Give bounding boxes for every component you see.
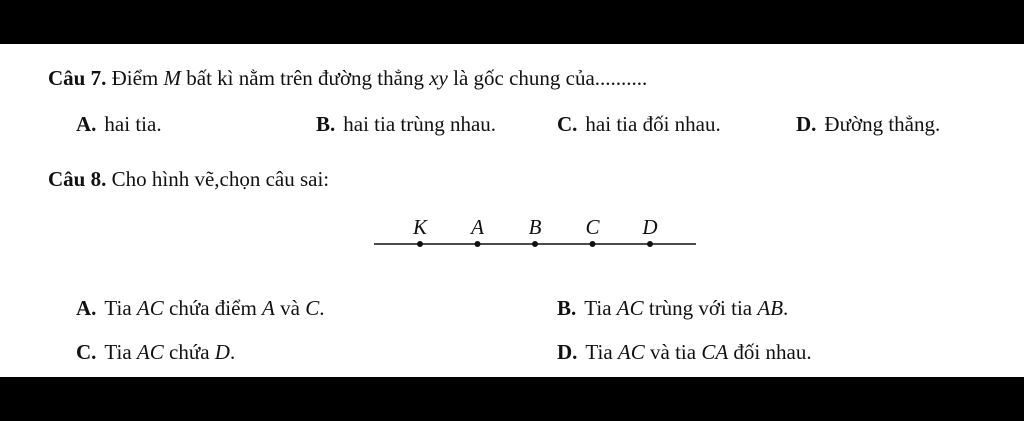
- question-7-text-3: là gốc chung của..........: [453, 66, 648, 90]
- question-7-text-1: Điểm: [111, 66, 159, 90]
- option-text: .: [229, 340, 236, 364]
- option-text: Tia: [584, 296, 612, 320]
- point-a-label: A: [471, 215, 484, 239]
- option-letter: D.: [796, 112, 817, 136]
- option-text: hai tia đối nhau.: [585, 112, 721, 136]
- option-text: chứa điểm: [169, 296, 257, 320]
- point-k-dot: [417, 241, 423, 247]
- option-letter: D.: [557, 340, 578, 364]
- option-var: CA: [701, 340, 729, 364]
- option-text: .: [319, 296, 325, 320]
- question-7-text-2: bất kì nằm trên đường thẳng: [186, 66, 424, 90]
- option-text: và: [280, 296, 300, 320]
- question-8-stem: [48, 167, 329, 191]
- option-text: Tia: [104, 340, 132, 364]
- option-var: AC: [617, 340, 645, 364]
- option-text: Đường thẳng.: [824, 112, 941, 136]
- point-c-dot: [590, 241, 596, 247]
- question-8-option-b: [557, 296, 788, 320]
- option-text: Tia: [585, 340, 613, 364]
- option-text: chứa: [169, 340, 210, 364]
- question-8-number: Câu 8.: [48, 167, 107, 191]
- option-text: đối nhau.: [733, 340, 812, 364]
- option-var: AC: [136, 340, 164, 364]
- question-8-option-d: [557, 340, 812, 364]
- question-7-var-xy: xy: [429, 66, 448, 90]
- question-7-option-a: [76, 112, 162, 136]
- option-text: hai tia trùng nhau.: [343, 112, 497, 136]
- line-figure-svg: [370, 214, 700, 264]
- point-d-dot: [647, 241, 653, 247]
- question-7-var-m: M: [163, 66, 182, 90]
- option-var: AB: [757, 296, 784, 320]
- option-letter: A.: [76, 296, 97, 320]
- option-text: Tia: [104, 296, 132, 320]
- question-7-stem: [48, 66, 647, 90]
- question-8-option-c: [76, 340, 235, 364]
- question-8-option-a: [76, 296, 324, 320]
- option-var: D: [214, 340, 230, 364]
- worksheet-page: [0, 44, 1024, 377]
- question-8-text: Cho hình vẽ,chọn câu sai:: [111, 167, 330, 191]
- point-k-label: K: [412, 215, 428, 239]
- option-text: và tia: [650, 340, 697, 364]
- question-7-option-b: [316, 112, 496, 136]
- option-letter: C.: [76, 340, 97, 364]
- option-letter: B.: [316, 112, 336, 136]
- question-7-number: Câu 7.: [48, 66, 107, 90]
- option-var: A: [262, 296, 275, 320]
- option-var: AC: [136, 296, 164, 320]
- question-7-option-c: [557, 112, 721, 136]
- option-var: AC: [616, 296, 644, 320]
- option-letter: A.: [76, 112, 97, 136]
- line-figure: [370, 214, 700, 264]
- option-text: trùng với tia: [648, 296, 753, 320]
- option-letter: B.: [557, 296, 577, 320]
- question-7-option-d: [796, 112, 940, 136]
- point-b-dot: [532, 241, 538, 247]
- point-b-label: B: [528, 215, 542, 239]
- option-text: .: [783, 296, 789, 320]
- point-d-label: D: [642, 215, 658, 239]
- option-var: C: [305, 296, 320, 320]
- option-text: hai tia.: [104, 112, 162, 136]
- option-letter: C.: [557, 112, 578, 136]
- point-a-dot: [475, 241, 481, 247]
- point-c-label: C: [585, 215, 600, 239]
